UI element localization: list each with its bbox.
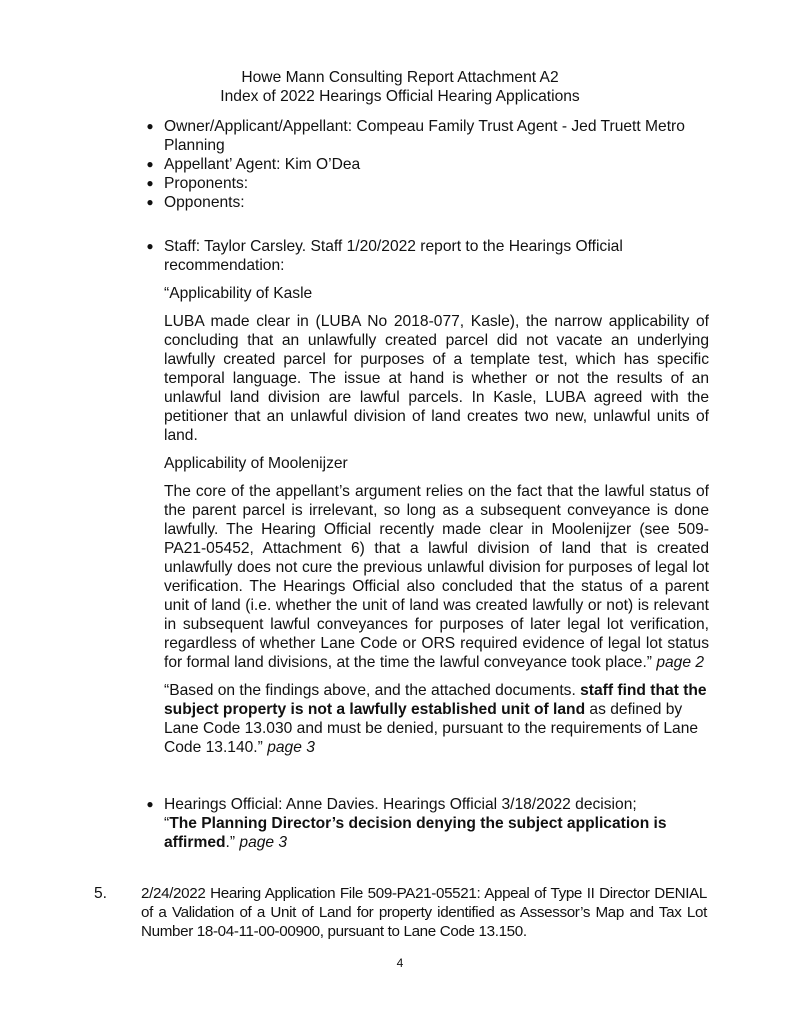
item-text: 2/24/2022 Hearing Application File 509-PA21-05521: Appeal of Type II Director DENIAL of a Validation of a Unit of Land for property identified as Assessor’s Map and Tax Lot Number 18-04-11-00-00900, pursuant to Lane Code 13.150. [141, 885, 707, 940]
list-item-appellant-agent: ● Appellant’ Agent: Kim O’Dea [146, 156, 361, 173]
list-item-staff [146, 237, 709, 757]
list-item-hearings-official [146, 795, 709, 852]
decision-emphasis: The Planning Director’s decision denying the subject application is affirmed [164, 815, 667, 851]
page-number: 4 [396, 956, 404, 970]
bullet-icon: ● [146, 195, 154, 209]
bullet-icon: ● [146, 239, 154, 253]
bullet-icon: ● [146, 797, 154, 811]
kasle-paragraph: LUBA made clear in (LUBA No 2018-077, Kasle), the narrow applicability of concluding that an unlawfully created parcel did not vacate an underlying lawfully created parcel for purposes of a template test, which has specific temporal language. The issue at hand is whether or not the results of an unlawful land division are lawful parcels. In Kasle, LUBA agreed with the petitioner that an unlawful division of land creates two new, unlawful units of land. [164, 313, 709, 444]
page-reference: page 3 [239, 834, 288, 851]
parties-list [146, 117, 709, 212]
staff-list [146, 237, 709, 757]
moolenijzer-heading: Applicability of Moolenijzer [164, 455, 348, 472]
list-item-owner: ● Owner/Applicant/Appellant: Compeau Family Trust Agent - Jed Truett Metro Planning [146, 118, 685, 154]
finding-emphasis: staff find that the subject property is not a lawfully established unit of land [164, 682, 707, 718]
hearings-official-decision: Hearings Official: Anne Davies. Hearings Official 3/18/2022 decision; “The Planning Director’s decision denying the subject application is affirmed.” page 3 [164, 796, 667, 851]
item-number: 5. [94, 885, 108, 902]
bullet-icon: ● [146, 157, 154, 171]
bullet-icon: ● [146, 176, 154, 190]
header-title: Howe Mann Consulting Report Attachment A2 [241, 69, 559, 86]
staff-finding: “Based on the findings above, and the attached documents. staff find that the subject property is not a lawfully established unit of land as defined by Lane Code 13.030 and must be denied, pursuant to the requirements of Lane Code 13.140.” page 3 [164, 682, 707, 756]
page-reference: page 2 [656, 654, 705, 671]
header-subtitle: Index of 2022 Hearings Official Hearing Applications [220, 88, 580, 105]
staff-intro: Staff: Taylor Carsley. Staff 1/20/2022 report to the Hearings Official recommendation: [164, 238, 623, 274]
moolenijzer-paragraph: The core of the appellant’s argument relies on the fact that the lawful status of the parent parcel is irrelevant, so long as a subsequent conveyance is done lawfully. The Hearing Official recently made clear in Moolenijzer (see 509-PA21-05452, Attachment 6) that a lawful division of land that is created unlawfully does not cure the previous unlawful division for purposes of legal lot verification. The Hearings Official also concluded that the status of a parent unit of land (i.e. whether the unit of land was created lawfully or not) is relevant in subsequent lawful conveyances for purposes of later legal lot verification, regardless of whether Lane Code or ORS required evidence of legal lot status for formal land divisions, at the time the lawful conveyance took place.” page 2 [164, 483, 709, 671]
bullet-icon: ● [146, 119, 154, 133]
kasle-heading: “Applicability of Kasle [164, 285, 313, 302]
list-item-proponents: ● Proponents: [146, 175, 249, 192]
list-item-opponents: ● Opponents: [146, 194, 245, 211]
page-reference: page 3 [267, 739, 315, 756]
hearings-official-list [146, 795, 709, 852]
document-header [0, 68, 800, 106]
